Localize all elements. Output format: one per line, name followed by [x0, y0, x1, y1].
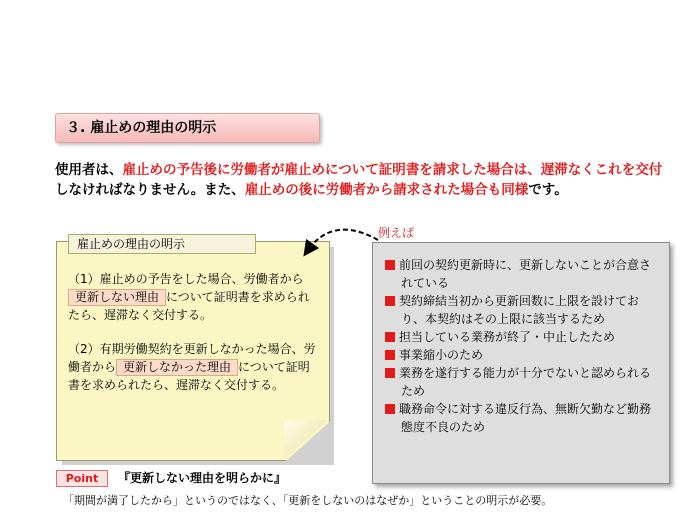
intro-text-1: 使用者は、 [55, 162, 123, 178]
note-item-2-before: （2）有期労働契約を更新しなかった場合、労働者から [68, 342, 316, 374]
red-square-icon [385, 350, 395, 360]
intro-text-4: 雇止めの後に労働者から請求された場合も同様 [244, 182, 529, 198]
intro-text-2: 雇止めの予告後に労働者が雇止めについて証明書を請求した場合は、遅滞なくこれを交付 [122, 162, 663, 178]
section-heading: ３. 雇止めの理由の明示 [55, 113, 320, 143]
red-square-icon [385, 296, 395, 306]
red-square-icon [385, 368, 395, 378]
point-title: 『更新しない理由を明らかに』 [118, 471, 287, 485]
list-item: 事業縮小のため [385, 346, 661, 364]
note-tag: 雇止めの理由の明示 [68, 234, 256, 254]
point-badge: Point [56, 470, 108, 487]
red-square-icon [385, 404, 395, 414]
note-item-1-before: （1）雇止めの予告をした場合、労働者から [68, 272, 304, 286]
list-item: 前回の契約更新時に、更新しないことが合意されている [385, 256, 661, 292]
note-item-2-highlight: 更新しなかった理由 [116, 359, 238, 376]
note-item-1 [68, 270, 318, 324]
list-item: 担当している業務が終了・中止したため [385, 328, 661, 346]
note-item-2-after: について証明書を求められたら、遅滞なく交付する。 [68, 360, 310, 392]
note-item-2 [68, 340, 318, 394]
list-item: 業務を遂行する能力が十分でないと認められるため [385, 364, 661, 400]
note-item-1-highlight: 更新しない理由 [68, 289, 166, 306]
intro-text-5: です。 [528, 182, 568, 198]
red-square-icon [385, 332, 395, 342]
red-square-icon [385, 260, 395, 270]
point-text: 「期間が満了したから」というのではなく、「更新をしないのはなぜか」ということの明示が必要。 [63, 494, 553, 507]
examples-list [385, 256, 661, 436]
examples-box [372, 242, 670, 484]
example-label: 例えば [378, 226, 415, 240]
intro-text-3: しなければなりません。また、 [55, 182, 245, 198]
note-body [68, 270, 318, 410]
intro-paragraph [55, 160, 670, 200]
list-item: 職務命令に対する違反行為、無断欠勤など勤務態度不良のため [385, 400, 661, 436]
list-item: 契約締結当初から更新回数に上限を設けており、本契約はその上限に該当するため [385, 292, 661, 328]
note-item-1-after: について証明書を求められたら、遅滞なく交付する。 [68, 290, 310, 322]
